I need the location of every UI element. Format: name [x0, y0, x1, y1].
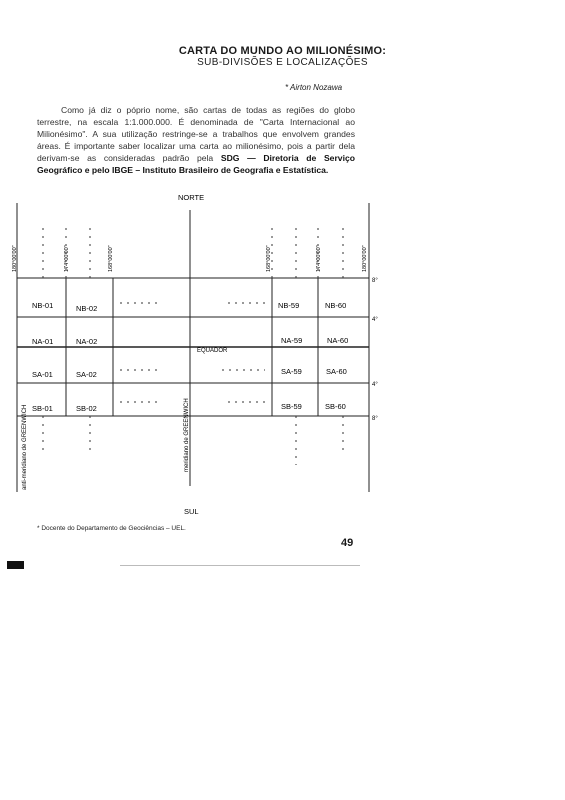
equator-label: EQUADOR: [197, 348, 228, 354]
lon-label-174e: 174°00'00": [316, 245, 322, 272]
lon-label-180e: 180°00'00": [362, 245, 368, 272]
world-chart-diagram: [0, 190, 385, 520]
lon-label-180w: 180°00'00": [12, 245, 18, 272]
sheet-label: SA-60: [326, 367, 347, 376]
sheet-label: NB-60: [325, 301, 347, 310]
north-label: NORTE: [178, 193, 205, 202]
sheet-label: NA-59: [281, 336, 303, 345]
lon-label-168e: 168°00'00": [266, 245, 272, 272]
sheet-label: NB-02: [76, 304, 98, 313]
article-subtitle: SUB-DIVISÕES E LOCALIZAÇÕES: [197, 57, 368, 68]
antimeridian-label: anti-meridiano de GREENWICH: [22, 404, 28, 490]
lat-label-4n: 4°: [372, 317, 378, 323]
page-number: 49: [341, 537, 354, 549]
intro-paragraph: [37, 104, 355, 176]
sheet-label: SA-02: [76, 370, 97, 379]
sheet-label: SA-01: [32, 370, 53, 379]
lon-label-174w: 174°00'00": [64, 245, 70, 272]
sheet-label: NB-59: [278, 301, 300, 310]
footnote: * Docente do Departamento de Geociências – UEL.: [37, 525, 186, 532]
sheet-label: NA-01: [32, 337, 54, 346]
article-title: CARTA DO MUNDO AO MILIONÉSIMO:: [178, 45, 387, 57]
greenwich-label: meridiano de GREENWICH: [184, 398, 190, 472]
lat-label-8n: 8°: [372, 278, 378, 284]
sheet-label: NB-01: [32, 301, 54, 310]
sheet-label: SB-02: [76, 404, 97, 413]
intro-text: Como já diz o póprio nome, são cartas de todas as regiões do globo terrestre, na escala 1:1.000.000. É denominada de "Carta Internacional ao Milionésimo". A sua utilização restringe-se a trabalhos que envolvem grandes áreas. É importante saber localizar uma carta ao milionésimo, pois a partir dela derivam-se as consideradas padrão pela: [37, 105, 355, 163]
south-label: SUL: [184, 507, 199, 516]
sheet-label: NA-02: [76, 337, 98, 346]
dotted-parallels: [120, 303, 265, 402]
lat-label-8s: 8°: [372, 416, 378, 422]
author-name: * Airton Nozawa: [285, 83, 343, 92]
sheet-label: SA-59: [281, 367, 302, 376]
scan-line: [120, 565, 360, 566]
intro-bold-text: SDG — Diretoria de Serviço Geográfico e pelo IBGE – Instituto Brasileiro de Geografia e Estatística.: [37, 153, 356, 175]
sheet-label: SB-60: [325, 402, 346, 411]
sheet-label: SB-59: [281, 402, 302, 411]
lat-label-4s: 4°: [372, 382, 378, 388]
sheet-label: SB-01: [32, 404, 53, 413]
lon-label-168w: 168°00'00": [108, 245, 114, 272]
sheet-label: NA-60: [327, 336, 349, 345]
scan-mark: [7, 561, 24, 569]
